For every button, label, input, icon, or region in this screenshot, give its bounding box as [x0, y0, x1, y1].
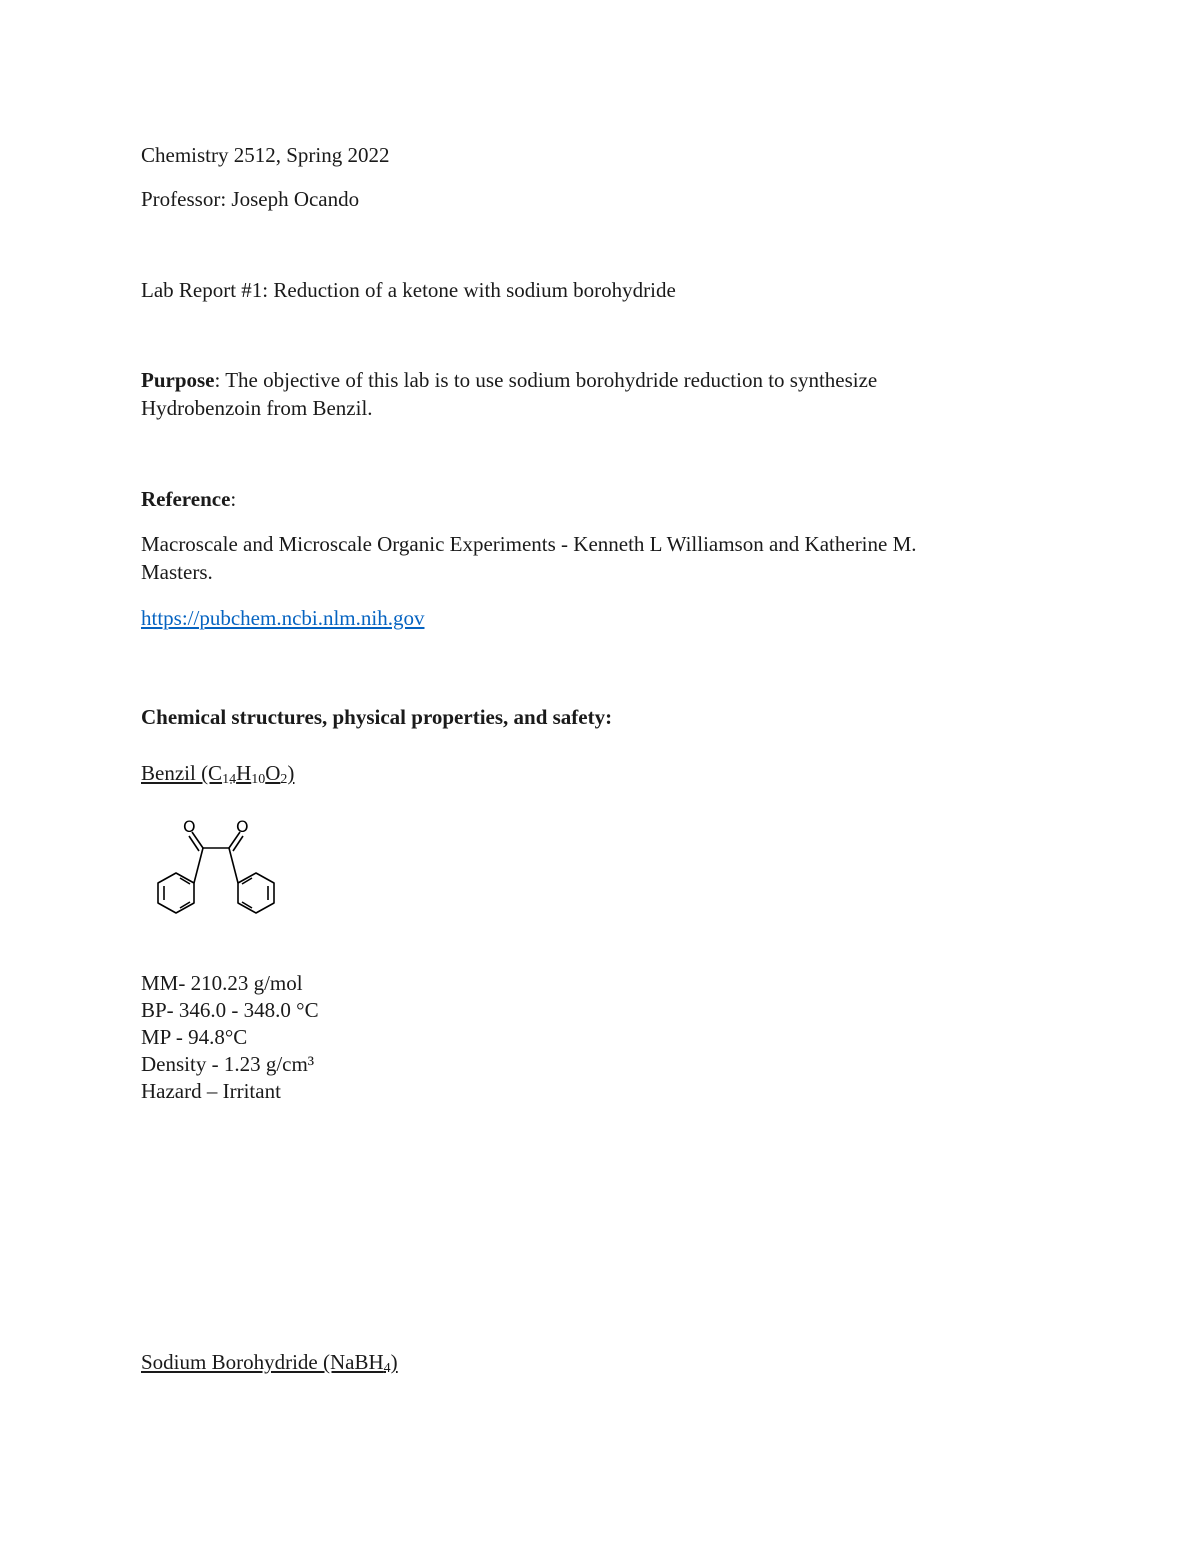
benzil-density: Density - 1.23 g/cm³ [141, 1052, 315, 1076]
professor-line: Professor: Joseph Ocando [141, 187, 360, 211]
pubchem-link[interactable]: https://pubchem.ncbi.nlm.nih.gov [141, 606, 425, 630]
nabh-sub: 4 [383, 1361, 391, 1376]
purpose-text-line2: Hydrobenzoin from Benzil. [141, 396, 373, 420]
bond-ring-to-carbonyl [194, 848, 203, 883]
benzil-close-paren: ) [287, 761, 295, 785]
reference-book-line1: Macroscale and Microscale Organic Experiments - Kenneth L Williamson and Katherine M. [141, 532, 917, 556]
reference-book-line2: Masters. [141, 560, 213, 584]
benzil-sub-c: 14 [222, 772, 237, 787]
oxygen-atom-label: O [236, 817, 249, 836]
benzil-structure-diagram [140, 808, 300, 923]
oxygen-atom-label: O [183, 817, 196, 836]
benzil-boiling-point: BP- 346.0 - 348.0 °C [141, 998, 319, 1022]
benzil-h: H [236, 761, 252, 785]
purpose-colon: : [214, 368, 221, 392]
reference-link[interactable] [141, 605, 424, 632]
section-heading: Chemical structures, physical properties, and safety: [141, 705, 613, 729]
reference-label: Reference [141, 487, 231, 511]
reference-heading [141, 486, 236, 513]
benzil-melting-point: MP - 94.8°C [141, 1025, 248, 1049]
reference-colon: : [230, 487, 237, 511]
purpose-paragraph [141, 367, 877, 394]
nabh-close-paren: ) [390, 1350, 398, 1374]
bond-carbonyl-to-ring [229, 848, 238, 883]
benzil-molar-mass: MM- 210.23 g/mol [141, 971, 303, 995]
benzil-o: O [265, 761, 281, 785]
benzil-sub-o: 2 [280, 772, 288, 787]
sodium-borohydride-heading [141, 1349, 398, 1376]
carbonyl-double-bond [189, 836, 199, 851]
purpose-label: Purpose [141, 368, 215, 392]
nabh-name-prefix: Sodium Borohydride (NaBH [141, 1350, 384, 1374]
benzil-sub-h: 10 [251, 772, 266, 787]
carbonyl-double-bond [233, 836, 243, 851]
course-line: Chemistry 2512, Spring 2022 [141, 143, 390, 167]
benzil-name-prefix: Benzil (C [141, 761, 223, 785]
benzil-hazard: Hazard – Irritant [141, 1079, 281, 1103]
purpose-text-line1: The objective of this lab is to use sodium borohydride reduction to synthesize [220, 368, 878, 392]
report-title: Lab Report #1: Reduction of a ketone with sodium borohydride [141, 278, 676, 302]
benzil-heading [141, 760, 294, 787]
